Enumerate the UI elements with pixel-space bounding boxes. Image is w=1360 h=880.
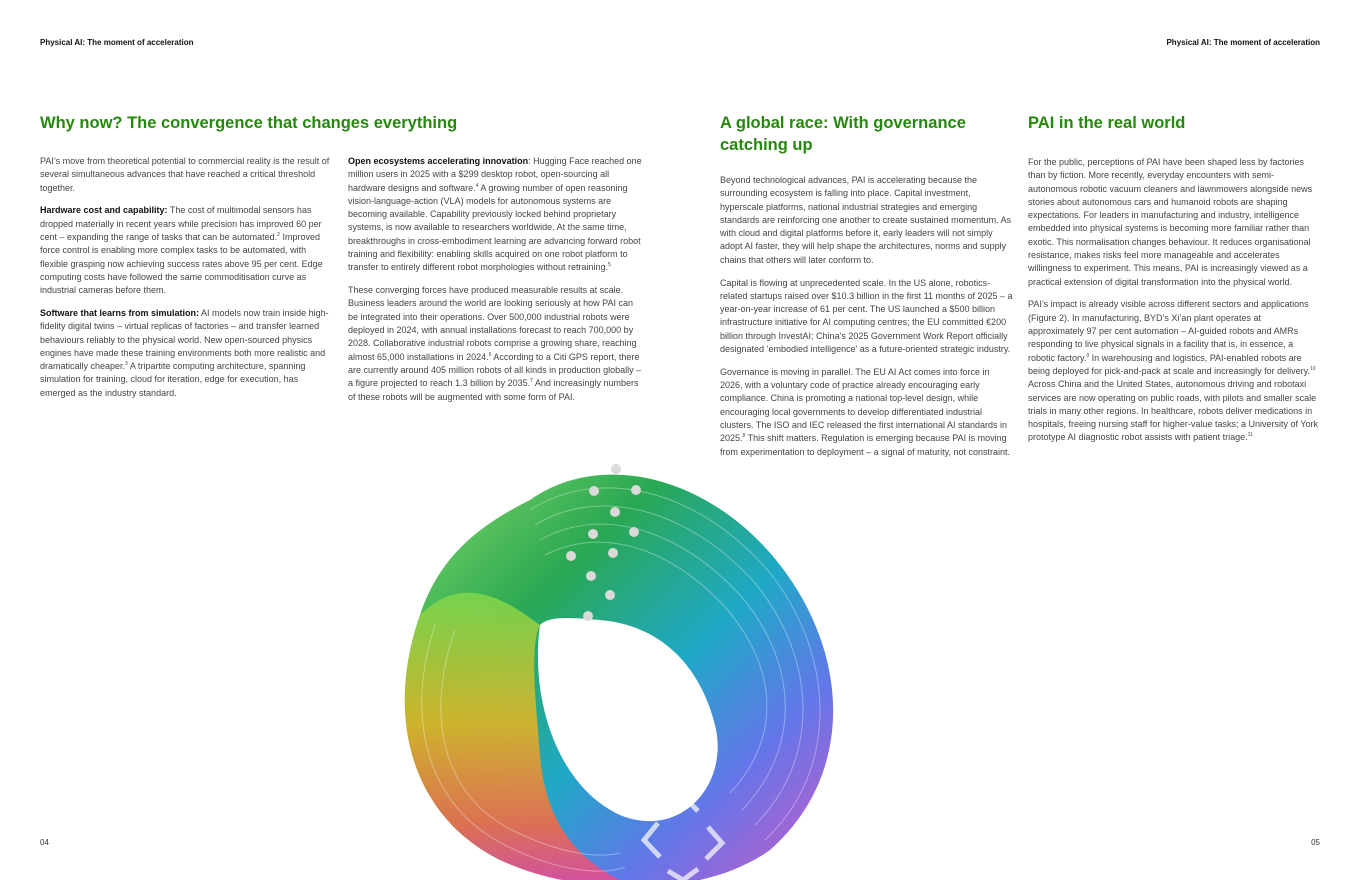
section1-heading: Why now? The convergence that changes everything <box>40 114 458 132</box>
section3-paragraph-1: For the public, perceptions of PAI have been shaped less by factories than by fiction. More recently, everyday encounters with semi-autonomous robotic vacuum cleaners and lawnmowers alongside news stories about autonomous cars and humanoid robots are shaping expectations. For leaders in manufacturing and industry, intelligence embedded into physical systems is becoming more familiar rather than exotic. This normalisation changes behaviour. It reduces organisational resistance, makes risks feel more manageable and accelerates willingness to experiment. This means, PAI is increasingly viewed as a practical extension of digital transformation into the physical world. <box>1028 157 1313 287</box>
section1-intro: PAI’s move from theoretical potential to commercial reality is the result of several simultaneous advances that have reached a critical threshold together. <box>40 156 330 193</box>
footnote-ref: 11 <box>1247 432 1253 439</box>
hardware-paragraph: Hardware cost and capability: The cost of multimodal sensors has dropped materially in recent years while precision has improved 60 per cent – expanding the range of tasks that can be automated.$^2$ Improved force control is enabling more complex tasks to be automated, with flexible grasping now achieving success rates above 95 per cent. Edge computing costs have followed the same commoditisation curve as industrial cameras before them. <box>40 205 323 296</box>
hardware-lead: Hardware cost and capability: <box>40 205 168 216</box>
running-header-right: Physical AI: The moment of acceleration <box>1166 38 1320 47</box>
section3-column <box>1028 156 1318 454</box>
footnote-ref: 5 <box>607 262 611 269</box>
footnote-ref: 4 <box>475 182 479 189</box>
section3-paragraph-2: PAI’s impact is already visible across different sectors and applications (Figure 2). In manufacturing, BYD’s Xi’an plant operates at approximately 97 per cent automation – AI-guided robots and AMRs responding to live physical signals in a facility that is, in essence, a robotic factory.$^9$ In warehousing and logistics, PAI-enabled robots are being deployed for pick-and-pack at scale and increasingly for delivery.$^{10}$ Across China and the United States, autonomous driving and robotaxi services are now operating on public roads, with pilots and smaller scale trials in many other regions. In healthcare, robots deliver medications in hospitals, freeing nursing staff for higher-value tasks; a University of York prototype AI diagnostic robot assists with patient triage.$^{11}$ <box>1028 299 1318 443</box>
ribbon-ring-illustration <box>380 455 860 880</box>
software-paragraph: Software that learns from simulation: AI models now train inside high-fidelity digital twins – virtual replicas of factories – and transfer learned behaviours reliably to the physical world. New open-sourced physics engines have made these training environments both more realistic and dramatically cheaper.$^3$ A tripartite computing architecture, spanning simulation for training, cloud for iteration, edge for execution, has emerged as the industry standard. <box>40 307 329 398</box>
footnote-ref: 9 <box>1086 352 1090 359</box>
section2-paragraph-1: Beyond technological advances, PAI is accelerating because the surrounding ecosystem is falling into place. Capital investment, hyperscale platforms, national industrial strategies and emerging standards are reinforcing one another to create sustained momentum. As with cloud and digital platforms before it, early leaders will not simply adopt AI faster, they will help shape the architectures, norms and supply chains that others will later conform to. <box>720 175 1012 265</box>
section2-column <box>720 174 1014 468</box>
running-header-left: Physical AI: The moment of acceleration <box>40 38 194 47</box>
footnote-ref: 10 <box>1310 365 1316 372</box>
page-number-right: 05 <box>1311 838 1320 847</box>
footnote-ref: 8 <box>742 433 746 440</box>
section2-paragraph-3: Governance is moving in parallel. The EU AI Act comes into force in 2026, with a voluntary code of practice already encouraging early compliance. China is promoting a national top-level design, while encouraging local governments to develop differentiated industrial clusters. The ISO and IEC released the first international AI standards in 2025.$^8$ This shift matters. Regulation is emerging because PAI is moving from experimentation to deployment – a signal of maturity, not constraint. <box>720 366 1010 457</box>
ecosystem-paragraph: Open ecosystems accelerating innovation: Hugging Face reached one million users in 2025 with a $299 desktop robot, open-sourcing all hardware designs and software.$^4$ A growing number of open reasoning vision-language-action (VLA) models for autonomous systems are becoming available. Capability previously locked behind proprietary systems, is now available to researchers worldwide. At the same time, breakthroughs in cross-embodiment learning are advancing forward robot training and flexibility: enabling skills acquired on one robot platform to transfer to entirely different robot morphologies without retraining.$^5$ <box>348 156 642 273</box>
footnote-ref: 3 <box>125 361 128 368</box>
section2-heading: A global race: With governance catching up <box>720 114 966 154</box>
footnote-ref: 2 <box>277 231 280 238</box>
footnote-ref: 6 <box>488 351 492 358</box>
section2-paragraph-2: Capital is flowing at unprecedented scale. In the US alone, robotics-related startups raised over $10.3 billion in the first 11 months of 2025 – a year-on-year increase of 61 per cent. The US launched a $500 billion infrastructure initiative for AI computing centres; the EU committed €200 billion through InvestAI; China’s 2025 Government Work Report officially designated ‘embodied intelligence’ as a future-oriented strategic industry. <box>720 277 1013 355</box>
results-paragraph: These converging forces have produced measurable results at scale. Business leaders around the world are looking seriously at how PAI can be integrated into their operations. Over 500,000 industrial robots were deployed in 2024, with annual installations forecast to reach 700,000 by 2028. Collaborative industrial robots comprise a growing share, reaching almost 65,000 installations in 2024.$^6$ According to a Citi GPS report, there are currently around 405 million robots of all kinds in production globally – a figure projected to reach 1.3 billion by 2035.$^7$ And increasingly numbers of these robots will be augmented with some form of PAI. <box>348 285 642 402</box>
page-number-left: 04 <box>40 838 49 847</box>
section1-column-left <box>40 155 335 410</box>
software-lead: Software that learns from simulation: <box>40 307 200 318</box>
ecosystem-lead: Open ecosystems accelerating innovation <box>348 156 529 166</box>
section3-heading: PAI in the real world <box>1028 114 1186 132</box>
section1-column-right <box>348 155 643 413</box>
footnote-ref: 7 <box>530 378 533 385</box>
